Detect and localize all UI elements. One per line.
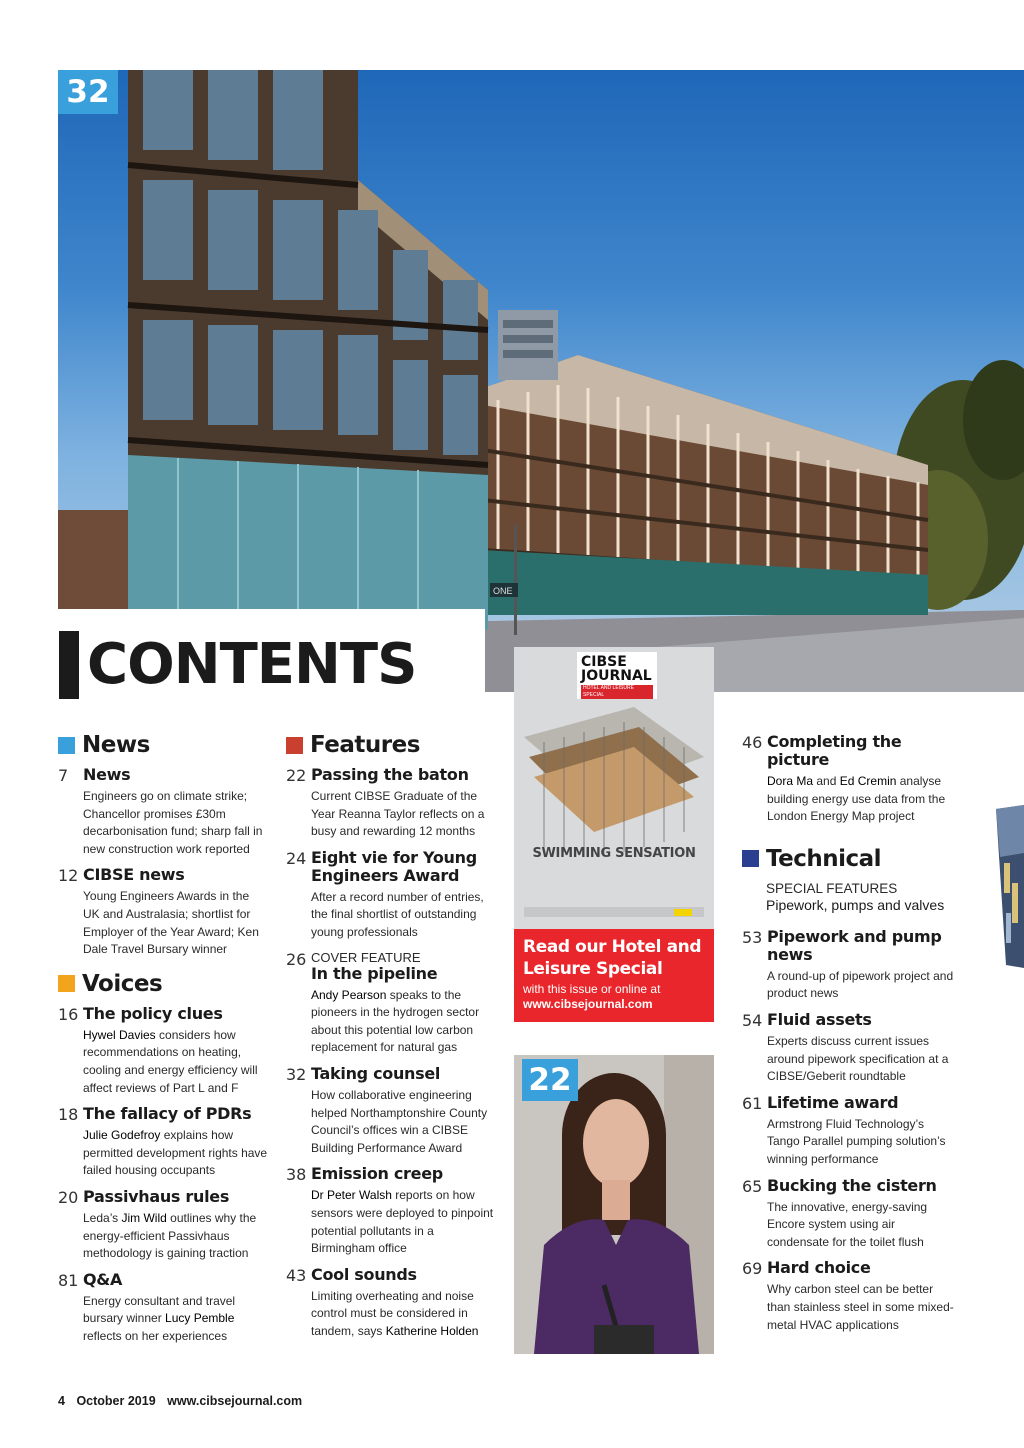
entry-title: Emission creep — [311, 1164, 443, 1184]
entry-description: How collaborative engineering helped Northamptonshire County Council’s offices win a CIBSE Building Performance Award — [311, 1087, 488, 1155]
ad-title: Read our Hotel and Leisure Special — [523, 937, 702, 979]
column-technical — [742, 733, 957, 1342]
entry-title: CIBSE news — [83, 865, 185, 885]
entry-page-number: 22 — [286, 766, 307, 785]
entry-author: Hywel Davies — [83, 1027, 156, 1042]
contents-entry[interactable] — [58, 1105, 268, 1180]
contents-entry[interactable] — [742, 1259, 957, 1334]
contents-entry[interactable] — [742, 733, 957, 826]
entry-page-number: 16 — [58, 1004, 79, 1024]
section-voices-head — [58, 969, 268, 999]
entry-description: Julie Godefroy explains how permitted development rights have failed housing occupants — [83, 1128, 268, 1178]
contents-entry[interactable] — [58, 766, 268, 858]
portrait-photo — [514, 1055, 714, 1354]
entry-description: Experts discuss current issues around pipework specification at a CIBSE/Geberit roundtable — [767, 1033, 949, 1084]
contents-entry[interactable] — [286, 1165, 496, 1257]
entry-description: Leda’s Jim Wild outlines why the energy-efficient Passivhaus methodology is gaining traction — [83, 1210, 257, 1261]
footer-url[interactable]: www.cibsejournal.com — [167, 1394, 303, 1408]
ad-url-link[interactable]: www.cibsejournal.com — [523, 997, 653, 1011]
contents-entry[interactable] — [286, 1065, 496, 1157]
entry-description: A round-up of pipework project and product news — [767, 968, 954, 1001]
section-technical-title: Technical — [766, 845, 882, 872]
entry-page-number: 7 — [58, 766, 69, 785]
section-features-head — [286, 730, 496, 760]
section-news-head — [58, 730, 268, 760]
contents-entry[interactable] — [58, 1271, 268, 1346]
entry-title: Completing the picture — [767, 732, 902, 769]
entry-page-number: 20 — [58, 1187, 79, 1207]
entry-title: In the pipeline — [311, 963, 438, 983]
cover-headline: SWIMMING SENSATION — [532, 846, 696, 861]
entry-page-number: 18 — [58, 1105, 79, 1125]
entry-page-number: 12 — [58, 866, 79, 886]
entry-title: News — [83, 765, 131, 784]
entry-page-number: 53 — [742, 927, 763, 947]
entry-description: Young Engineers Awards in the UK and Australasia; shortlist for Employer of the Year Award; Ken Dale Travel Bursary winner — [83, 889, 259, 957]
contents-entry[interactable] — [58, 1005, 268, 1097]
technical-square-icon — [742, 850, 759, 867]
entry-title: Passivhaus rules — [83, 1186, 230, 1206]
news-square-icon — [58, 737, 75, 754]
contents-entry[interactable] — [742, 1094, 957, 1169]
page-badge: 32 — [58, 70, 118, 114]
entry-page-number: 65 — [742, 1176, 763, 1196]
page-footer — [58, 1394, 310, 1408]
entry-description: Armstrong Fluid Technology’s Tango Parallel pumping solution’s winning performance — [767, 1116, 946, 1166]
entry-description: Andy Pearson speaks to the pioneers in the hydrogen sector about this potential low carbon replacement for natural gas — [311, 987, 480, 1055]
footer-page-number: 4 — [58, 1394, 65, 1408]
entry-page-number: 69 — [742, 1259, 763, 1279]
entry-description: Dr Peter Walsh reports on how sensors were deployed to pinpoint potential pollutants in a Birmingham office — [311, 1188, 494, 1256]
entry-author: Katherine Holden — [385, 1323, 479, 1338]
section-features-title: Features — [310, 732, 420, 758]
entry-title: Bucking the cistern — [767, 1175, 937, 1195]
entry-page-number: 32 — [286, 1064, 307, 1084]
entry-description: The innovative, energy-saving Encore system using air condensate for the toilet flush — [767, 1199, 928, 1249]
entry-title: Pipework and pump news — [767, 926, 942, 964]
entry-page-number: 81 — [58, 1270, 79, 1290]
building-illustration — [58, 70, 1024, 692]
special-features-topic: Pipework, pumps and valves — [766, 896, 945, 913]
column-features — [286, 730, 496, 1348]
entry-title: Fluid assets — [767, 1009, 872, 1029]
entry-page-number: 24 — [286, 848, 307, 868]
entry-author: Julie Godefroy — [83, 1128, 161, 1143]
voices-square-icon — [58, 975, 75, 992]
contents-entry[interactable] — [58, 866, 268, 958]
entry-title: Passing the baton — [311, 765, 469, 784]
entry-description: Dora Ma and Ed Cremin analyse building energy use data from the London Energy Map project — [767, 774, 946, 824]
portrait-page-badge: 22 — [522, 1059, 578, 1101]
journal-cover-image — [514, 647, 714, 929]
ad-promo-box[interactable] — [514, 929, 714, 1022]
contents-entry-cover[interactable] — [286, 950, 496, 1057]
entry-title: Q&A — [83, 1269, 123, 1289]
column-news-voices — [58, 730, 268, 1353]
contents-entry[interactable] — [742, 928, 957, 1003]
entry-author: Dr Peter Walsh — [311, 1188, 392, 1203]
edge-photo-crop — [992, 793, 1024, 968]
contents-entry[interactable] — [286, 849, 496, 942]
contents-entry[interactable] — [286, 766, 496, 841]
contents-entry[interactable] — [742, 1177, 957, 1252]
entry-author: Ed Cremin — [839, 774, 897, 788]
entry-page-number: 43 — [286, 1265, 307, 1285]
entry-description: Limiting overheating and noise control must be considered in tandem, says Katherine Holden — [311, 1288, 479, 1338]
features-square-icon — [286, 737, 303, 754]
hotel-leisure-ad[interactable] — [514, 647, 714, 1022]
entry-page-number: 61 — [742, 1093, 763, 1113]
contents-entry[interactable] — [286, 1266, 496, 1341]
entry-title: Eight vie for Young Engineers Award — [311, 847, 477, 885]
building-sign: ONE — [493, 586, 513, 596]
entry-description: Current CIBSE Graduate of the Year Reanna Taylor reflects on a busy and rewarding 12 months — [311, 789, 485, 839]
ad-subtitle: with this issue or online at — [523, 982, 661, 996]
city-photo-illustration — [992, 793, 1024, 968]
entry-author: Andy Pearson — [311, 987, 387, 1002]
footer-issue: October 2019 — [76, 1394, 156, 1408]
entry-title: The fallacy of PDRs — [83, 1104, 252, 1124]
entry-author: Lucy Pemble — [165, 1311, 235, 1326]
entry-description: Energy consultant and travel bursary winner Lucy Pemble reflects on her experiences — [83, 1293, 236, 1343]
section-voices-title: Voices — [82, 970, 163, 997]
cover-feature-label: COVER FEATURE — [311, 949, 421, 965]
section-news-title: News — [82, 732, 150, 758]
cibse-journal-logo: CIBSE JOURNAL HOTEL AND LEISURE SPECIAL — [577, 652, 657, 699]
entry-description: Why carbon steel can be better than stainless steel in some mixed-metal HVAC applications — [767, 1282, 954, 1332]
page-title: CONTENTS — [87, 632, 417, 697]
entry-author: Jim Wild — [121, 1210, 167, 1225]
contents-entry[interactable] — [742, 1011, 957, 1086]
section-technical-head — [742, 844, 957, 874]
hero-photo — [58, 70, 1024, 692]
entry-title: Taking counsel — [311, 1063, 441, 1083]
entry-page-number: 38 — [286, 1165, 307, 1185]
contents-entry[interactable] — [58, 1188, 268, 1263]
entry-page-number: 46 — [742, 733, 763, 752]
entry-page-number: 54 — [742, 1010, 763, 1030]
entry-title: Hard choice — [767, 1258, 871, 1278]
entry-description: Engineers go on climate strike; Chancellor promises £30m decarbonisation fund; sharp fall in new construction work reported — [83, 789, 263, 856]
entry-title: Lifetime award — [767, 1092, 899, 1112]
entry-description: After a record number of entries, the final shortlist of outstanding young professionals — [311, 889, 484, 939]
entry-title: The policy clues — [83, 1003, 223, 1023]
contents-heading — [59, 630, 416, 700]
entry-description: Hywel Davies considers how recommendations on heating, cooling and energy efficiency will affect reviews of Part L and F — [83, 1027, 258, 1095]
entry-title: Cool sounds — [311, 1264, 417, 1284]
entry-author: Dora Ma — [767, 774, 814, 788]
title-bar — [59, 631, 79, 699]
entry-page-number: 26 — [286, 949, 307, 969]
special-features-label: SPECIAL FEATURES — [766, 880, 898, 896]
